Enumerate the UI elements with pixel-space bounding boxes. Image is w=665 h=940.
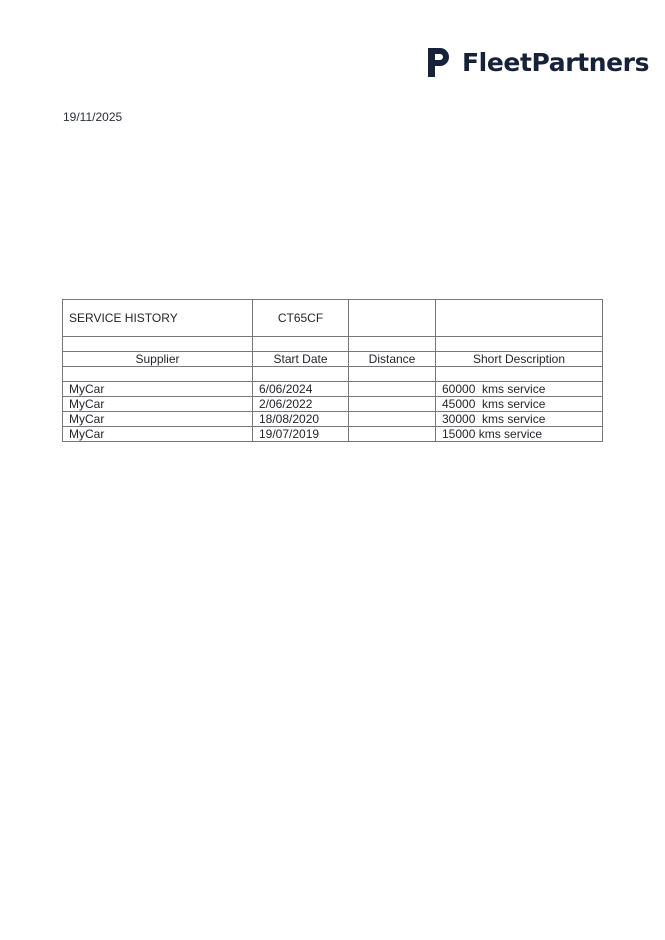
table-title-row: [63, 300, 603, 337]
start-date-cell: 18/08/2020: [253, 412, 349, 427]
start-date-cell: 6/06/2024: [253, 382, 349, 397]
distance-cell: [349, 412, 436, 427]
empty-cell: [436, 300, 603, 337]
service-history-table: [62, 299, 603, 442]
document-date: 19/11/2025: [63, 110, 123, 124]
column-header-short-description: Short Description: [436, 352, 603, 367]
start-date-cell: 2/06/2022: [253, 397, 349, 412]
column-header-start-date: Start Date: [253, 352, 349, 367]
table-row: [63, 382, 603, 397]
supplier-cell: MyCar: [63, 412, 253, 427]
spacer-row: [63, 337, 603, 352]
spacer-row: [63, 367, 603, 382]
column-header-distance: Distance: [349, 352, 436, 367]
description-cell: 45000 kms service: [436, 397, 603, 412]
description-cell: 15000 kms service: [436, 427, 603, 442]
description-cell: 30000 kms service: [436, 412, 603, 427]
table-row: [63, 397, 603, 412]
registration-number: CT65CF: [253, 300, 349, 337]
distance-cell: [349, 427, 436, 442]
fleetpartners-logo-icon: [426, 46, 454, 79]
table-row: [63, 427, 603, 442]
empty-cell: [349, 300, 436, 337]
supplier-cell: MyCar: [63, 397, 253, 412]
supplier-cell: MyCar: [63, 382, 253, 397]
distance-cell: [349, 397, 436, 412]
column-header-row: [63, 352, 603, 367]
supplier-cell: MyCar: [63, 427, 253, 442]
column-header-supplier: Supplier: [63, 352, 253, 367]
logo-text: FleetPartners: [462, 47, 650, 77]
description-cell: 60000 kms service: [436, 382, 603, 397]
start-date-cell: 19/07/2019: [253, 427, 349, 442]
fleetpartners-logo: [426, 44, 649, 80]
distance-cell: [349, 382, 436, 397]
table-row: [63, 412, 603, 427]
table-title: SERVICE HISTORY: [63, 300, 253, 337]
